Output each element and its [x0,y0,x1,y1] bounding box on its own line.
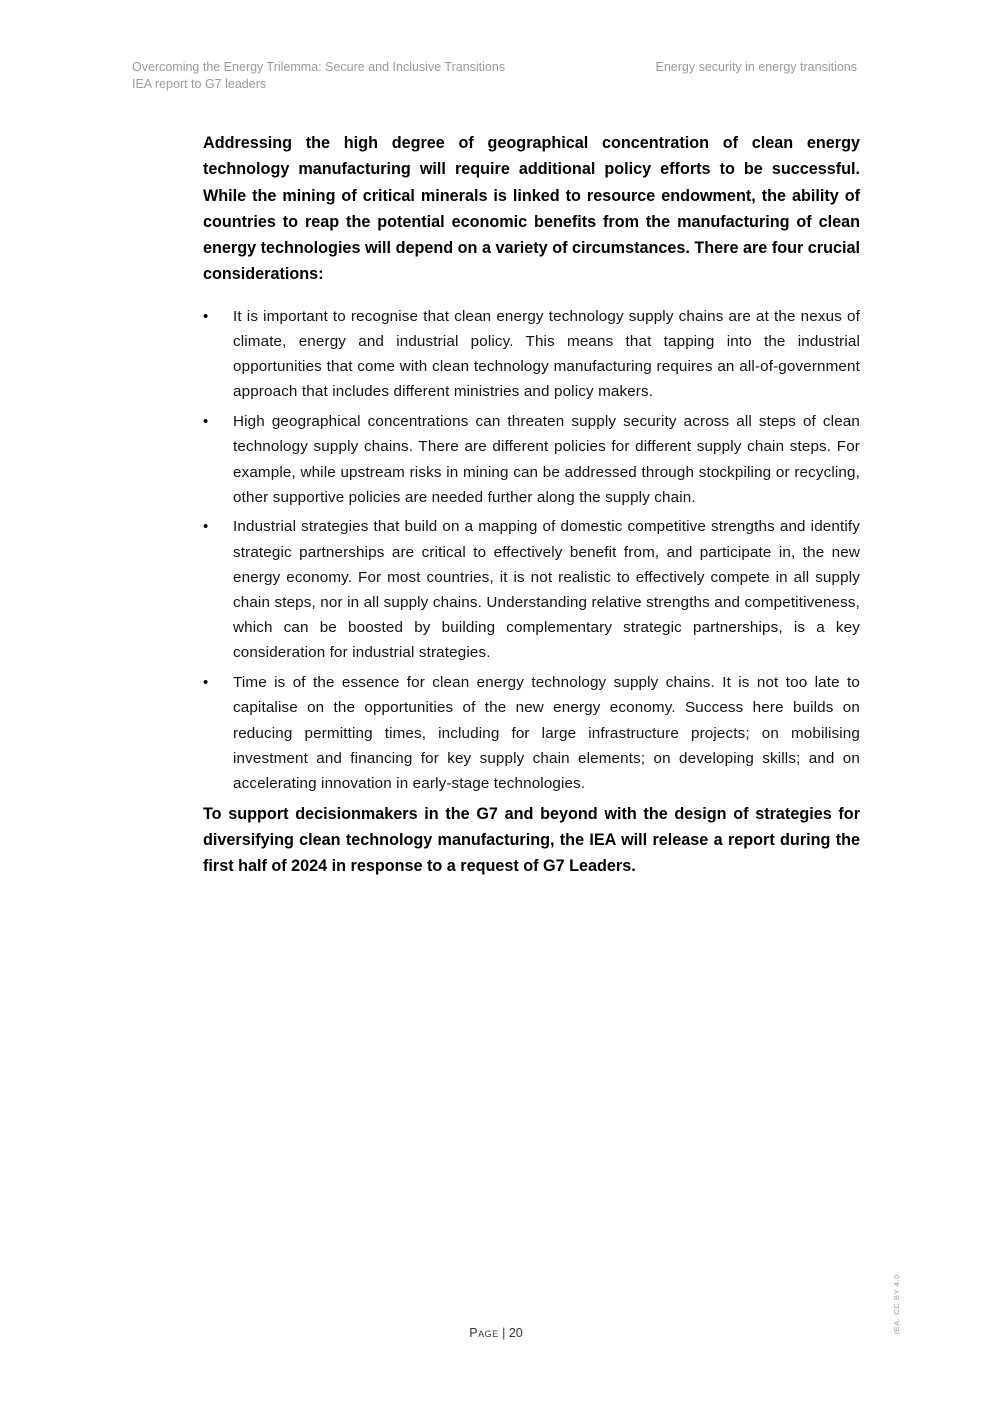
list-item [203,409,860,510]
list-item-text: Time is of the essence for clean energy technology supply chains. It is not too late to capitalise on the opportunities of the new energy economy. Success here builds on reducing permitting times, including for large infrastructure projects; on mobilising investment and financing for key supply chain elements; on developing skills; and on accelerating innovation in early-stage technologies. [233,674,860,792]
report-subtitle: IEA report to G7 leaders [132,77,267,91]
page-footer [0,1326,992,1340]
list-item [203,304,860,405]
closing-paragraph: To support decisionmakers in the G7 and beyond with the design of strategies for diversifying clean technology manufacturing, the IEA will release a report during the first half of 2024 in response to a request of G7 Leaders. [203,804,860,876]
bullet-icon: • [203,413,209,431]
list-item [203,514,860,665]
page-number: 20 [508,1326,523,1340]
list-item [203,670,860,796]
bullet-icon: • [203,307,209,325]
list-item-text: High geographical concentrations can threaten supply security across all steps of clean technology supply chains. There are different policies for different supply chain steps. For example, while upstream risks in mining can be addressed through stockpiling or recycling, other supportive policies are needed further along the supply chain. [233,413,860,506]
list-item-text: Industrial strategies that build on a mapping of domestic competitive strengths and identify strategic partnerships are critical to effectively benefit from, and participate in, the new energy economy. For most countries, it is not realistic to effectively compete in all supply chain steps, nor in all supply chains. Understanding relative strengths and competitiveness, which can be boosted by building complementary strategic partnerships, is a key consideration for industrial strategies. [233,518,860,662]
running-header-right: Energy security in energy transitions [655,60,857,74]
page-body [203,130,860,880]
page-separator: | [498,1326,509,1340]
running-header-left [132,59,505,93]
page-label: Page [469,1326,499,1340]
bullet-icon: • [203,674,209,692]
considerations-list [203,304,860,796]
list-item-text: It is important to recognise that clean energy technology supply chains are at the nexus of climate, energy and industrial policy. This means that tapping into the industrial opportunities that come with clean technology manufacturing requires an all-of-government approach that includes different ministries and policy makers. [233,307,860,401]
license-notice: IEA. CC BY 4.0. [892,1271,901,1334]
report-title: Overcoming the Energy Trilemma: Secure and Inclusive Transitions [132,60,506,74]
intro-paragraph: Addressing the high degree of geographical concentration of clean energy technology manufacturing will require additional policy efforts to be successful. While the mining of critical minerals is linked to resource endowment, the ability of countries to reap the potential economic benefits from the manufacturing of clean energy technologies will depend on a variety of circumstances. There are four crucial considerations: [203,134,860,284]
bullet-icon: • [203,518,209,536]
